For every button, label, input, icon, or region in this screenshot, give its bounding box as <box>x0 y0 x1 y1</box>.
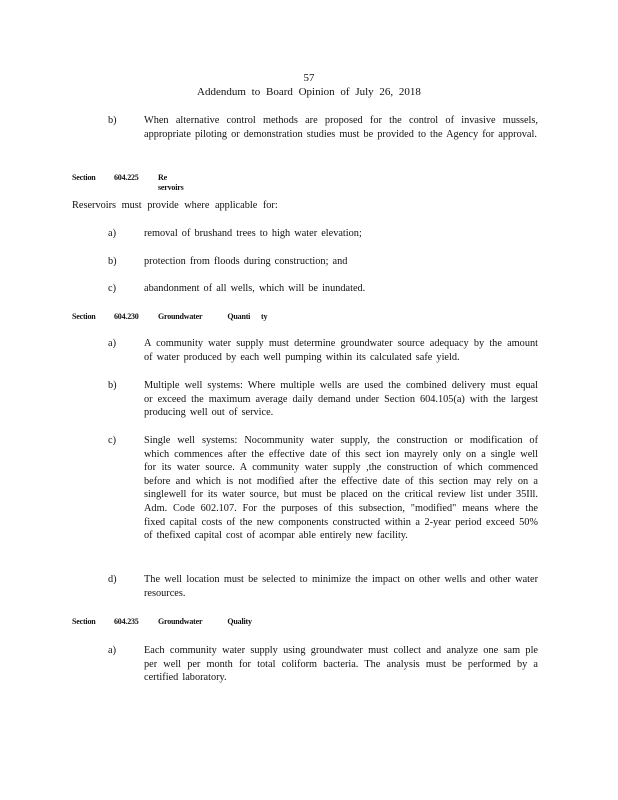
item-text: Each community water supply using groundwater must collect and analyze one sam ple per well per month for total coliform bacteria. The analysis must be performed by a certified laboratory. <box>144 645 538 684</box>
page-number: 57 <box>303 72 315 84</box>
section-title: Groundwater Quality <box>158 617 252 626</box>
item-label: b) <box>108 380 117 391</box>
item-label: a) <box>108 228 116 239</box>
page-header: Addendum to Board Opinion of July 26, 2018 <box>197 86 421 98</box>
item-label: b) <box>108 115 117 126</box>
paragraph: Reservoirs must provide where applicable for: <box>72 200 278 211</box>
item-text: Single well systems: Nocommunity water supply, the construction or modification of which commences after the effective date of this sect ion mayrely only on a single well for its water source. A community water supply ,the construction of which commenced before and which is not modified after the effective date of this section may rely on a singlewell for its water source, but must be placed on the critical review list under 35Ill. Adm. Code 602.107. For the purposes of this subsection, "modified" means where the fixed capital costs of the new components constructed within a 2-year period exceed 50% of thefixed capital cost of acompar able entirely new facility. <box>144 435 538 542</box>
item-text: The well location must be selected to minimize the impact on other wells and other water resources. <box>144 574 538 599</box>
item-label: d) <box>108 574 117 585</box>
section-word: Section <box>72 617 96 626</box>
item-text: A community water supply must determine groundwater source adequacy by the amount of water produced by each well pumping within its calculated safe yield. <box>144 338 538 363</box>
item-label: c) <box>108 283 116 294</box>
item-text: abandonment of all wells, which will be inundated. <box>144 283 366 294</box>
item-label: b) <box>108 256 117 267</box>
section-title: Groundwater Quanti ty <box>158 312 268 321</box>
section-title: Re servoirs <box>158 173 184 192</box>
item-label: a) <box>108 338 116 349</box>
item-text: Multiple well systems: Where multiple wells are used the combined delivery must equal or exceed the maximum average daily demand under Section 604.105(a) with the largest producing well out of service. <box>144 380 538 419</box>
item-text: protection from floods during construction; and <box>144 256 348 267</box>
section-word: Section <box>72 173 96 182</box>
item-label: c) <box>108 435 116 446</box>
item-text: removal of brushand trees to high water elevation; <box>144 228 362 239</box>
section-number: 604.225 <box>114 173 139 182</box>
item-label: a) <box>108 645 116 656</box>
item-text: When alternative control methods are proposed for the control of invasive mussels, appropriate piloting or demonstration studies must be provided to the Agency for approval. <box>144 115 538 140</box>
section-number: 604.235 <box>114 617 139 626</box>
section-number: 604.230 <box>114 312 139 321</box>
section-word: Section <box>72 312 96 321</box>
